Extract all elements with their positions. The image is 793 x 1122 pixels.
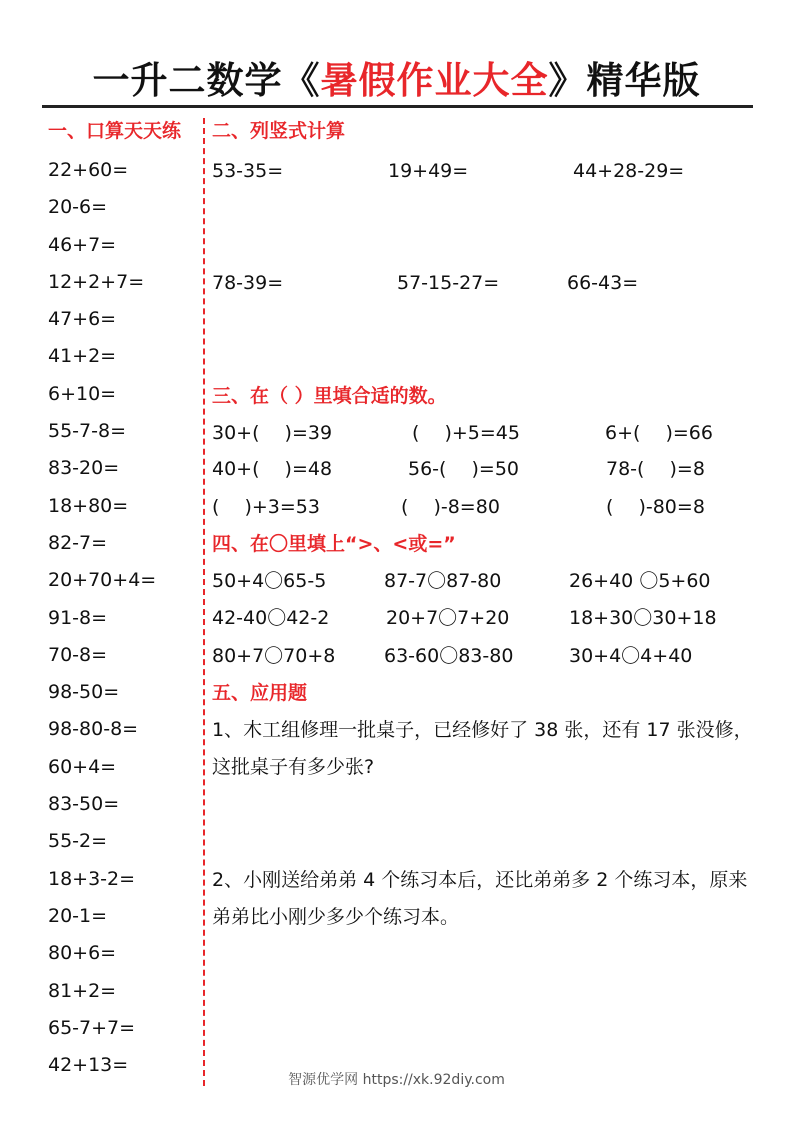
title-part-1: 一升二数学《 <box>92 59 321 102</box>
oral-calc-item: 98-50= <box>48 681 120 704</box>
oral-calc-item: 47+6= <box>48 308 117 331</box>
compare-item: 63-60〇83-80 <box>384 645 514 667</box>
compare-item: 80+7〇70+8 <box>212 645 336 667</box>
fill-blank-item: ( )+3=53 <box>212 496 320 518</box>
page-title <box>0 56 793 106</box>
oral-calc-item: 80+6= <box>48 942 117 965</box>
oral-calc-item: 46+7= <box>48 233 117 256</box>
oral-calc-item: 41+2= <box>48 345 117 368</box>
word-problem-1: 1、木工组修理一批桌子，已经修好了 38 张，还有 17 张没修，这批桌子有多少张? <box>212 719 753 778</box>
oral-calc-item: 6+10= <box>48 382 117 405</box>
oral-calc-item: 82-7= <box>48 531 108 554</box>
footer-watermark: 智源优学网 https://xk.92diy.com <box>288 1072 505 1088</box>
oral-calc-item: 20+70+4= <box>48 569 157 592</box>
oral-calc-item: 18+80= <box>48 494 129 517</box>
oral-calc-item: 65-7+7= <box>48 1016 136 1039</box>
vertical-calc-item: 53-35= <box>212 160 284 182</box>
oral-calc-item: 20-1= <box>48 904 108 927</box>
vertical-calc-item: 19+49= <box>388 160 469 182</box>
oral-calc-item: 81+2= <box>48 979 117 1002</box>
vertical-calc-item: 78-39= <box>212 272 284 294</box>
vertical-calc-item: 44+28-29= <box>573 160 685 182</box>
compare-item: 50+4〇65-5 <box>212 570 327 592</box>
oral-calc-item: 98-80-8= <box>48 718 139 741</box>
fill-blank-item: ( )-8=80 <box>401 496 500 518</box>
word-problem-2: 2、小刚送给弟弟 4 个练习本后，还比弟弟多 2 个练习本，原来弟弟比小刚少多少个练习本。 <box>212 869 748 928</box>
section3-heading: 三、在（ ）里填合适的数。 <box>212 385 447 407</box>
oral-calc-item: 55-7-8= <box>48 420 126 443</box>
title-part-3: 》精华版 <box>548 59 701 102</box>
oral-calc-item: 55-2= <box>48 830 108 853</box>
section1-heading: 一、口算天天练 <box>48 120 182 142</box>
vertical-calc-item: 66-43= <box>567 272 639 294</box>
compare-item: 87-7〇87-80 <box>384 570 502 592</box>
oral-calc-item: 42+13= <box>48 1054 129 1077</box>
fill-blank-item: 6+( )=66 <box>605 422 713 444</box>
section4-heading: 四、在〇里填上“>、<或=” <box>212 533 456 555</box>
oral-calc-item: 83-20= <box>48 457 120 480</box>
title-part-2: 暑假作业大全 <box>320 59 549 102</box>
compare-item: 42-40〇42-2 <box>212 607 330 629</box>
oral-calc-item: 91-8= <box>48 606 108 629</box>
section5-heading: 五、应用题 <box>212 682 308 704</box>
oral-calc-item: 20-6= <box>48 196 108 219</box>
oral-calc-item: 18+3-2= <box>48 867 136 890</box>
compare-item: 26+40 〇5+60 <box>569 570 711 592</box>
section2-heading: 二、列竖式计算 <box>212 120 346 142</box>
title-underline <box>42 105 753 108</box>
oral-calc-item: 60+4= <box>48 755 117 778</box>
fill-blank-item: ( )+5=45 <box>412 422 520 444</box>
compare-item: 30+4〇4+40 <box>569 645 693 667</box>
oral-calc-item: 70-8= <box>48 643 108 666</box>
fill-blank-item: 30+( )=39 <box>212 422 333 444</box>
oral-calc-item: 12+2+7= <box>48 270 145 293</box>
oral-calc-item: 22+60= <box>48 159 129 181</box>
vertical-calc-item: 57-15-27= <box>397 272 500 294</box>
fill-blank-item: 78-( )=8 <box>606 458 705 480</box>
oral-calc-list <box>48 152 156 1084</box>
fill-blank-item: ( )-80=8 <box>606 496 705 518</box>
compare-item: 18+30〇30+18 <box>569 607 717 629</box>
compare-item: 20+7〇7+20 <box>386 607 510 629</box>
fill-blank-item: 56-( )=50 <box>408 458 519 480</box>
fill-blank-item: 40+( )=48 <box>212 458 333 480</box>
oral-calc-item: 83-50= <box>48 793 120 816</box>
column-divider <box>203 118 205 1086</box>
